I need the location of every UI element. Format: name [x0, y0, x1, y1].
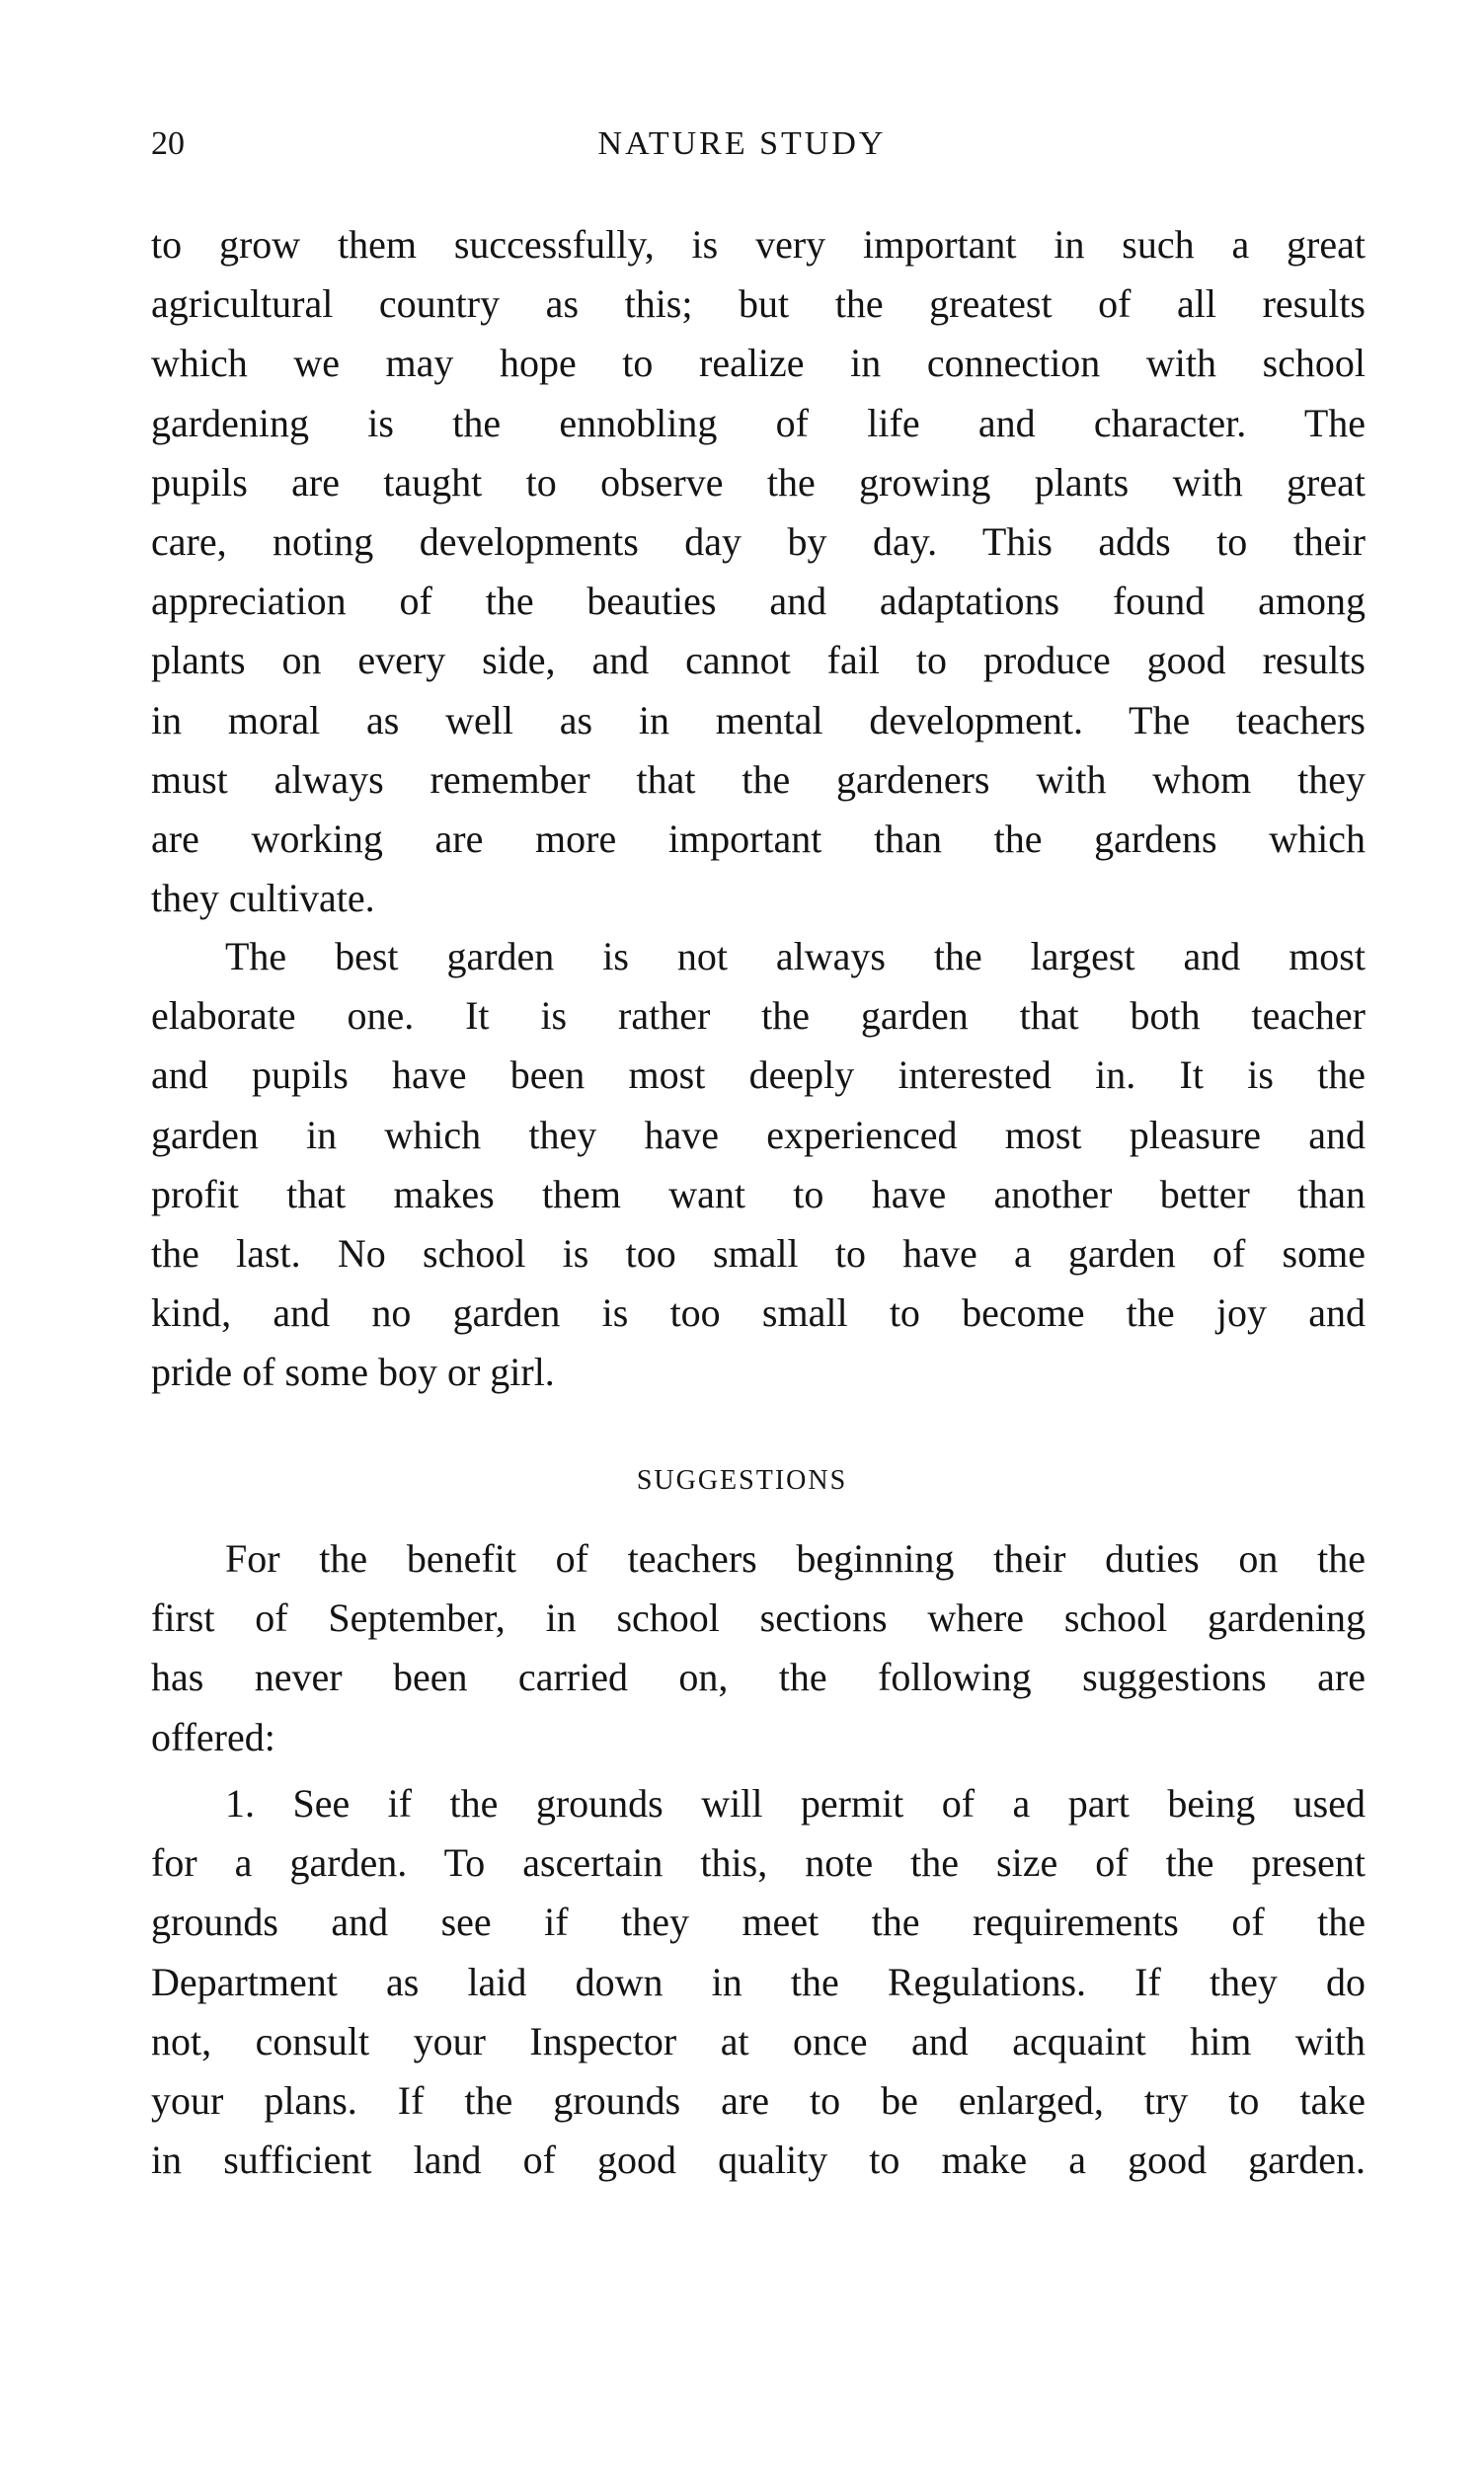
- text-line: to grow them successfully, is very important in such a great: [151, 222, 1366, 267]
- text-line: Department as laid down in the Regulations. If they do: [151, 1959, 1366, 2004]
- text-line: elaborate one. It is rather the garden that both teacher: [151, 993, 1366, 1039]
- text-line: has never been carried on, the following suggestions are: [151, 1655, 1366, 1700]
- text-line: care, noting developments day by day. This adds to their: [151, 518, 1366, 564]
- text-line: plants on every side, and cannot fail to produce good results: [151, 638, 1366, 683]
- section-heading: SUGGESTIONS: [636, 1465, 848, 1496]
- text-line: the last. No school is too small to have a garden of some: [151, 1230, 1366, 1276]
- text-line: first of September, in school sections where school gardening: [151, 1595, 1366, 1641]
- text-line: kind, and no garden is too small to become the joy and: [151, 1290, 1366, 1336]
- text-line: which we may hope to realize in connection with school: [151, 341, 1366, 386]
- text-line: appreciation of the beauties and adaptations found among: [151, 579, 1366, 624]
- paragraph-suggestion-1: [151, 1774, 1366, 2190]
- text-line: for a garden. To ascertain this, note the size of the present: [151, 1840, 1366, 1886]
- running-title: NATURE STUDY: [597, 125, 887, 162]
- text-line: grounds and see if they meet the requirements of the: [151, 1900, 1366, 1945]
- text-line: are working are more important than the gardens which: [151, 816, 1366, 861]
- paragraph-best-garden: [151, 927, 1366, 1403]
- paragraph-suggestions-intro: [151, 1529, 1366, 1767]
- text-line: your plans. If the grounds are to be enlarged, try to take: [151, 2077, 1366, 2123]
- text-line: not, consult your Inspector at once and acquaint him with: [151, 2018, 1366, 2063]
- paragraph-gardening-results: [151, 215, 1366, 928]
- text-line: pride of some boy or girl.: [151, 1350, 555, 1395]
- text-line: For the benefit of teachers beginning their duties on the: [225, 1536, 1366, 1581]
- text-line: agricultural country as this; but the greatest of all results: [151, 281, 1366, 327]
- text-line: garden in which they have experienced most pleasure and: [151, 1112, 1366, 1157]
- text-line: offered:: [151, 1714, 275, 1759]
- text-line: pupils are taught to observe the growing plants with great: [151, 459, 1366, 505]
- text-line: in moral as well as in mental development. The teachers: [151, 697, 1366, 742]
- text-line: 1. See if the grounds will permit of a part being used: [225, 1781, 1366, 1826]
- text-line: in sufficient land of good quality to make a good garden.: [151, 2138, 1366, 2183]
- text-line: profit that makes them want to have another better than: [151, 1171, 1366, 1216]
- text-line: The best garden is not always the largest and most: [225, 934, 1366, 978]
- page-number: 20: [151, 125, 185, 162]
- text-line: they cultivate.: [151, 876, 375, 921]
- text-line: must always remember that the gardeners with whom they: [151, 756, 1366, 802]
- text-line: gardening is the ennobling of life and character. The: [151, 400, 1366, 445]
- text-line: and pupils have been most deeply interested in. It is the: [151, 1052, 1366, 1098]
